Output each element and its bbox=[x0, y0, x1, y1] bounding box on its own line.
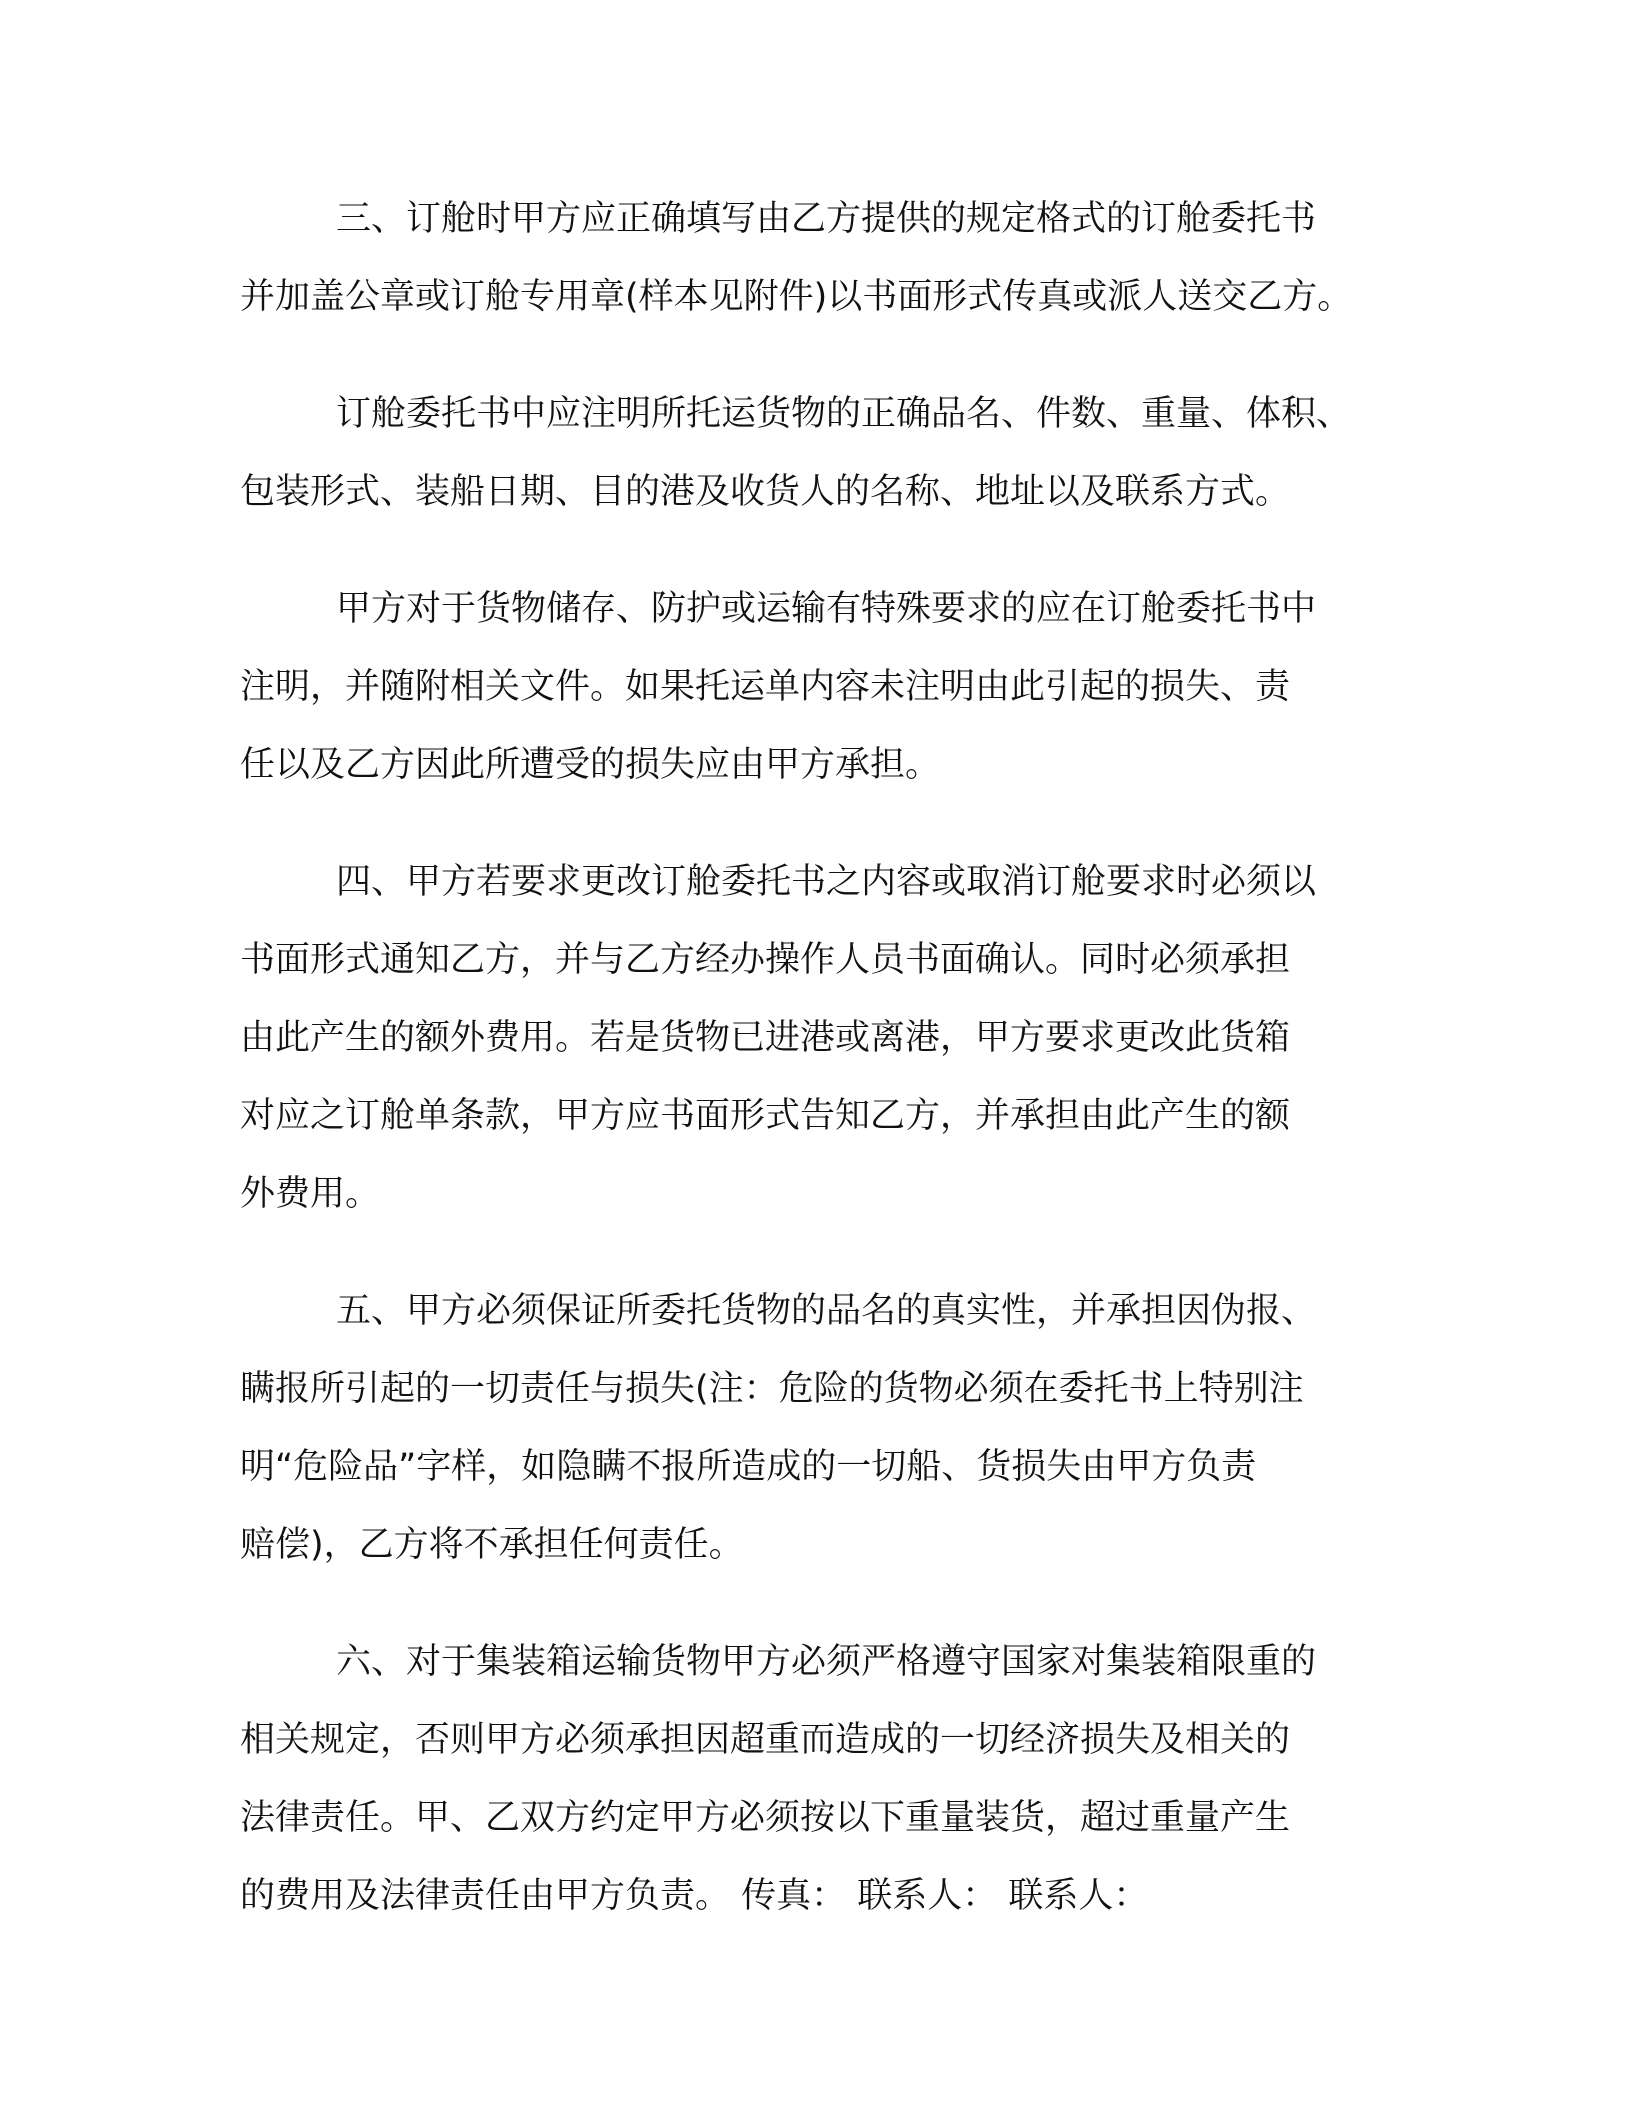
paragraph-line: 任以及乙方因此所遭受的损失应由甲方承担。 bbox=[240, 745, 941, 785]
paragraph-3-detail bbox=[240, 383, 1420, 539]
paragraph-4 bbox=[240, 851, 1420, 1241]
paragraph-line: 书面形式通知乙方，并与乙方经办操作人员书面确认。同时必须承担 bbox=[240, 940, 1291, 980]
paragraph-line: 外费用。 bbox=[240, 1174, 381, 1214]
paragraph-line: 相关规定，否则甲方必须承担因超重而造成的一切经济损失及相关的 bbox=[240, 1720, 1291, 1760]
paragraph-line: 六、对于集装箱运输货物甲方必须严格遵守国家对集装箱限重的 bbox=[336, 1642, 1317, 1682]
paragraph-line: 法律责任。甲、乙双方约定甲方必须按以下重量装货，超过重量产生 bbox=[240, 1798, 1291, 1838]
paragraph-line: 包装形式、装船日期、目的港及收货人的名称、地址以及联系方式。 bbox=[240, 472, 1291, 512]
paragraph-line: 三、订舱时甲方应正确填写由乙方提供的规定格式的订舱委托书 bbox=[336, 199, 1317, 239]
paragraph-line: 瞒报所引起的一切责任与损失(注：危险的货物必须在委托书上特别注 bbox=[240, 1369, 1304, 1409]
paragraph-3-special bbox=[240, 578, 1420, 812]
paragraph-5 bbox=[240, 1280, 1420, 1592]
paragraph-line: 订舱委托书中应注明所托运货物的正确品名、件数、重量、体积、 bbox=[336, 394, 1352, 434]
paragraph-line: 四、甲方若要求更改订舱委托书之内容或取消订舱要求时必须以 bbox=[336, 862, 1317, 902]
paragraph-line: 注明，并随附相关文件。如果托运单内容未注明由此引起的损失、责 bbox=[240, 667, 1291, 707]
paragraph-line: 并加盖公章或订舱专用章(样本见附件)以书面形式传真或派人送交乙方。 bbox=[240, 277, 1353, 317]
paragraph-line: 明“危险品”字样，如隐瞒不报所造成的一切船、货损失由甲方负责 bbox=[240, 1447, 1257, 1487]
paragraph-line: 对应之订舱单条款，甲方应书面形式告知乙方，并承担由此产生的额 bbox=[240, 1096, 1291, 1136]
paragraph-line: 五、甲方必须保证所委托货物的品名的真实性，并承担因伪报、 bbox=[336, 1291, 1317, 1331]
paragraph-line: 由此产生的额外费用。若是货物已进港或离港，甲方要求更改此货箱 bbox=[240, 1018, 1291, 1058]
document-body bbox=[240, 188, 1420, 1982]
paragraph-line: 的费用及法律责任由甲方负责。 传真： 联系人： 联系人： bbox=[240, 1876, 1149, 1916]
paragraph-line: 甲方对于货物储存、防护或运输有特殊要求的应在订舱委托书中 bbox=[336, 589, 1317, 629]
paragraph-6 bbox=[240, 1631, 1420, 1943]
paragraph-3 bbox=[240, 188, 1420, 344]
paragraph-line: 赔偿)，乙方将不承担任何责任。 bbox=[240, 1525, 744, 1565]
